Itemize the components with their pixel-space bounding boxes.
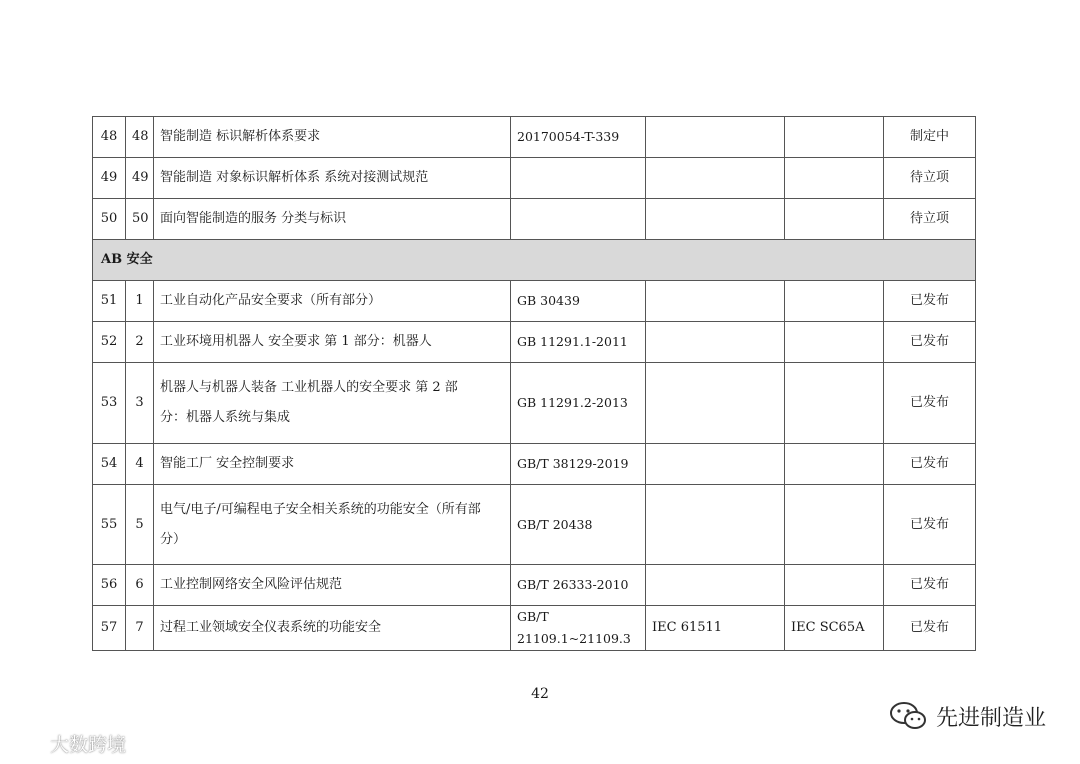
- intl-standard: [646, 199, 785, 240]
- standard-code: [511, 606, 646, 651]
- intl-org: IEC SC65A: [785, 606, 884, 651]
- row-subnumber: 6: [126, 565, 154, 606]
- intl-standard: [646, 322, 785, 363]
- watermark-left-text: 大数跨境: [50, 733, 127, 756]
- standard-code-line: GB/T: [517, 609, 549, 624]
- watermark-left: [10, 728, 126, 758]
- row-subnumber: 2: [126, 322, 154, 363]
- standard-code: GB/T 38129-2019: [511, 444, 646, 485]
- standard-name: 智能制造 标识解析体系要求: [154, 117, 511, 158]
- intl-standard: [646, 158, 785, 199]
- table-row: [93, 158, 976, 199]
- row-subnumber: 4: [126, 444, 154, 485]
- row-number: 56: [93, 565, 126, 606]
- table-row: [93, 485, 976, 565]
- intl-standard: [646, 281, 785, 322]
- status: 已发布: [884, 281, 976, 322]
- standards-table: [92, 116, 976, 651]
- row-subnumber: 7: [126, 606, 154, 651]
- table-row: [93, 444, 976, 485]
- standard-code: GB 11291.2-2013: [511, 363, 646, 444]
- table-row: [93, 199, 976, 240]
- intl-standard: [646, 565, 785, 606]
- row-number: 54: [93, 444, 126, 485]
- row-number: 50: [93, 199, 126, 240]
- row-subnumber: 1: [126, 281, 154, 322]
- status: 已发布: [884, 606, 976, 651]
- standard-name-line: 分：机器人系统与集成: [160, 410, 291, 425]
- status: 待立项: [884, 199, 976, 240]
- status: 已发布: [884, 444, 976, 485]
- intl-org: [785, 363, 884, 444]
- standard-name-line: 机器人与机器人装备 工业机器人的安全要求 第 2 部: [160, 380, 458, 395]
- intl-org: [785, 565, 884, 606]
- intl-standard: [646, 485, 785, 565]
- table-row: [93, 565, 976, 606]
- status: 已发布: [884, 485, 976, 565]
- intl-org: [785, 444, 884, 485]
- standard-name: 智能制造 对象标识解析体系 系统对接测试规范: [154, 158, 511, 199]
- standard-name: [154, 363, 511, 444]
- standard-code: [511, 199, 646, 240]
- watermark-right: [888, 698, 1046, 734]
- standard-code: GB/T 26333-2010: [511, 565, 646, 606]
- table-row: [93, 363, 976, 444]
- standard-code-line: 21109.1~21109.3: [517, 631, 631, 646]
- row-subnumber: 49: [126, 158, 154, 199]
- intl-standard: [646, 117, 785, 158]
- row-number: 51: [93, 281, 126, 322]
- logo-icon: [10, 731, 46, 755]
- intl-org: [785, 322, 884, 363]
- row-subnumber: 5: [126, 485, 154, 565]
- table-row: [93, 117, 976, 158]
- standard-name: 面向智能制造的服务 分类与标识: [154, 199, 511, 240]
- intl-org: [785, 199, 884, 240]
- standard-name: 工业自动化产品安全要求（所有部分）: [154, 281, 511, 322]
- standard-name: 工业控制网络安全风险评估规范: [154, 565, 511, 606]
- standard-name: 工业环境用机器人 安全要求 第 1 部分：机器人: [154, 322, 511, 363]
- standard-name: 智能工厂 安全控制要求: [154, 444, 511, 485]
- watermark-right-text: 先进制造业: [935, 705, 1046, 731]
- row-number: 52: [93, 322, 126, 363]
- wechat-icon: [888, 700, 928, 732]
- row-subnumber: 3: [126, 363, 154, 444]
- status: 已发布: [884, 322, 976, 363]
- intl-standard: [646, 363, 785, 444]
- row-subnumber: 48: [126, 117, 154, 158]
- table-row: [93, 281, 976, 322]
- row-number: 57: [93, 606, 126, 651]
- row-number: 49: [93, 158, 126, 199]
- standard-name-line: 电气/电子/可编程电子安全相关系统的功能安全（所有部: [160, 501, 481, 517]
- standard-code: GB/T 20438: [511, 485, 646, 565]
- intl-org: [785, 281, 884, 322]
- status: 待立项: [884, 158, 976, 199]
- status: 已发布: [884, 565, 976, 606]
- row-subnumber: 50: [126, 199, 154, 240]
- row-number: 55: [93, 485, 126, 565]
- section-row: [93, 240, 976, 281]
- status: 制定中: [884, 117, 976, 158]
- standard-name: [154, 485, 511, 565]
- intl-org: [785, 485, 884, 565]
- intl-org: [785, 158, 884, 199]
- standard-code: GB 11291.1-2011: [511, 322, 646, 363]
- table-row: [93, 322, 976, 363]
- standard-name-line: 分）: [160, 531, 187, 547]
- standard-name: 过程工业领域安全仪表系统的功能安全: [154, 606, 511, 651]
- standard-code: GB 30439: [511, 281, 646, 322]
- status: 已发布: [884, 363, 976, 444]
- intl-standard: [646, 444, 785, 485]
- row-number: 53: [93, 363, 126, 444]
- intl-org: [785, 117, 884, 158]
- intl-standard: IEC 61511: [646, 606, 785, 651]
- page-number: 42: [531, 686, 549, 702]
- table-row: [93, 606, 976, 651]
- standard-code: [511, 158, 646, 199]
- section-title: AB 安全: [93, 240, 976, 281]
- standard-code: 20170054-T-339: [511, 117, 646, 158]
- row-number: 48: [93, 117, 126, 158]
